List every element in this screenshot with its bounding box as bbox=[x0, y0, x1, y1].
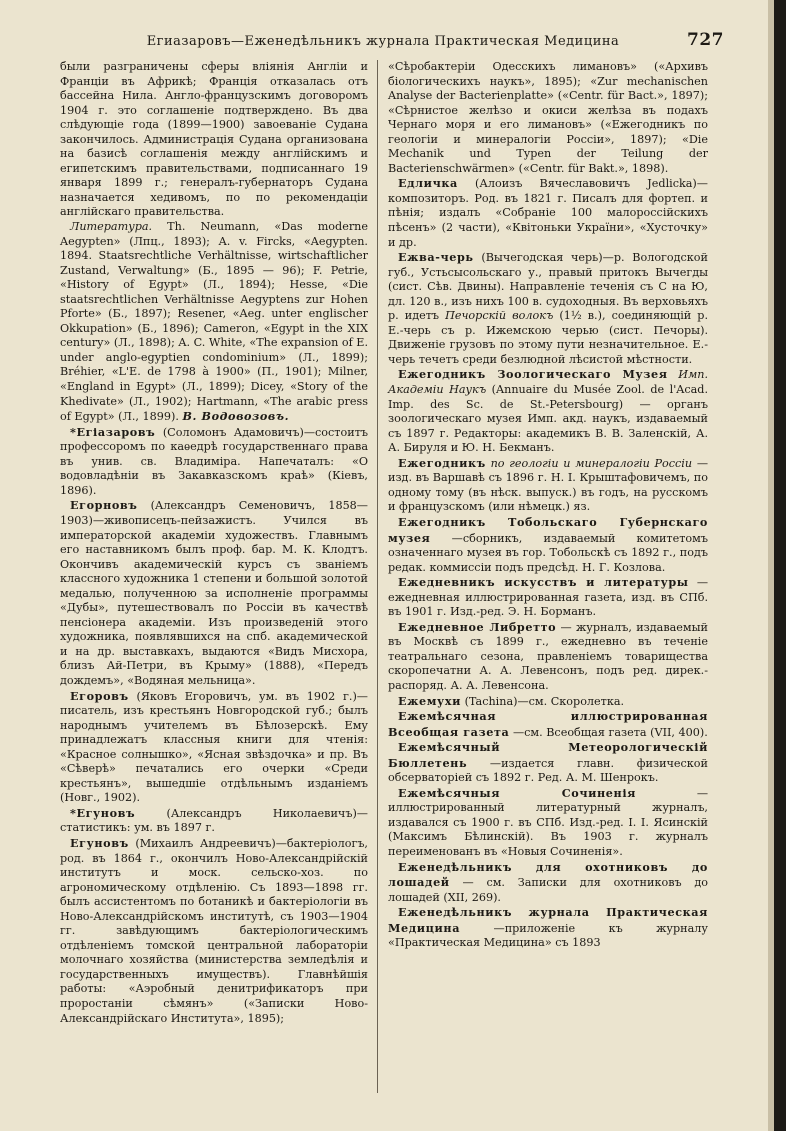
entry-text: Th. Neumann, «Das moderne Aegypten» (Лпц., 1893); A. v. Fircks, «Aegypten. 1894. Staatsrechtliche Verhältnisse, wirtschaftlicher Zustand, Verwaltung» (Б., 1895 — 96); F. Petrie, «History of Egypt» (Л., 1894); Hesse, «Die staatsrechtlichen Verhältnisse Aegyptens zur Hohen Pforte» (Б., 1897); Resener, «Aeg. unter englischer Okkupation» (Б., 1896); Cameron, «Egypt in the XIX century» (Л., 1898); A. C. White, «The expansion of E. under anglo-egyptien condominium» (Л., 1899); Bréhier, «L'E. de 1798 à 1900» (П., 1901); Milner, «England in Egypt» (Л., 1899); Dicey, «Story of the Khedivate» (Л., 1902); Hartmann, «The arabic press of Egypt» (Л., 1899). bbox=[60, 220, 368, 424]
entry-headword: Едличка bbox=[398, 176, 458, 191]
running-header bbox=[58, 30, 724, 56]
entry-text: —приложеніе къ журналу «Практическая Медицина» съ 1893 bbox=[388, 921, 708, 950]
entry-italic-title: Имп. Академіи Наукъ bbox=[388, 368, 708, 397]
entry-text: — журналъ, издаваемый въ Москвѣ съ 1899 г., ежедневно въ теченіе театральнаго сезона, правленіемъ товарищества скоропечатни А. А. Левенсонъ, подъ ред. дирек.-распоряд. А. А. Левенсона. bbox=[388, 620, 708, 692]
article-entry bbox=[388, 709, 708, 740]
entry-text: «Сѣробактеріи Одесскихъ лимановъ» («Архивъ біологическихъ наукъ», 1895); «Zur mechanischen Analyse der Bacterienplatte» («Centr. für Bact.», 1897); «Сѣрнистое желѣзо и окиси желѣза въ подахъ Чернаго моря и его лимановъ» («Ежегодникъ по геологіи и минералогіи Россіи», 1897); «Die Mechanik und Typen der Teilung der Bacterienschwärmen» («Centr. für Bakt.», 1898). bbox=[388, 60, 708, 175]
entry-headword: Ежемухи bbox=[398, 693, 461, 708]
entry-headword: Егуновъ bbox=[70, 835, 129, 850]
entry-text-continued: (1½ в.), соединяющій р. Е.-черь съ р. Ижемскою черью (сист. Печоры). Движеніе грузовъ по этому пути незначительное. Е.-черь течетъ среди безлюдной лѣсистой мѣстности. bbox=[388, 309, 708, 366]
entry-text: (Александръ Николаевичъ)—статистикъ: ум. въ 1897 г. bbox=[60, 806, 368, 835]
entry-text: (Соломонъ Адамовичъ)—состоитъ профессоромъ по каѳедрѣ государственнаго права въ унив. св. Владиміра. Напечаталъ: «О водовладѣніи въ Закавказскомъ краѣ» (Кіевъ, 1896). bbox=[60, 425, 368, 497]
entry-text: (Яковъ Егоровичъ, ум. въ 1902 г.)—писатель, изъ крестьянъ Новгородской губ.; былъ народнымъ учителемъ въ Бѣлозерскѣ. Ему принадлежатъ классныя книги для чтенія: «Красное солнышко», «Ясная звѣздочка» и пр. Въ «Сѣверѣ» печатались его очерки «Среди крестьянъ», вышедшіе отдѣльнымъ изданіемъ (Новг., 1902). bbox=[60, 689, 368, 805]
entry-headword: Ежегодникъ Тобольскаго Губернскаго музея bbox=[388, 514, 708, 545]
article-entry bbox=[60, 806, 368, 836]
article-entry bbox=[388, 176, 708, 250]
entry-headword: Ежедневное Либретто bbox=[398, 619, 557, 634]
entry-text: —издается главн. физической обсерваторіей съ 1892 г. Ред. А. М. Шенрокъ. bbox=[388, 756, 708, 785]
entry-headword: Ежегодникъ Зоологическаго Музея bbox=[398, 367, 668, 382]
article-entry bbox=[388, 905, 708, 951]
entry-text: —иллюстрированный литературный журналъ, издавался съ 1900 г. въ СПб. Изд.-ред. І. І. Ясинскій (Максимъ Бѣлинскій). Въ 1903 г. журналъ переименованъ въ «Новыя Сочиненія». bbox=[388, 786, 708, 858]
right-column bbox=[388, 60, 708, 951]
entry-headword: Еженедѣльникъ журнала Практическая Медицина bbox=[388, 905, 708, 935]
left-column bbox=[60, 60, 368, 1026]
entry-text: (Алоизъ Вячеславовичъ Jedlicka)—композиторъ. Род. въ 1821 г. Писалъ для фортеп. и пѣнія; издалъ «Собраніе 100 малороссійскихъ пѣсенъ» (2 части), «Квітоньки України», «Хусточку» и др. bbox=[388, 177, 708, 249]
article-entry bbox=[388, 60, 708, 176]
entry-text: — см. Записки для охотниковъ до лошадей (XII, 269). bbox=[388, 876, 709, 904]
article-entry bbox=[60, 836, 368, 1026]
article-entry bbox=[388, 250, 708, 367]
scan-border bbox=[774, 0, 786, 1131]
entry-headword: *Егіазаровъ bbox=[70, 424, 156, 439]
article-entry bbox=[60, 689, 368, 806]
article-entry bbox=[388, 515, 708, 575]
entry-italic-label: Литература. bbox=[70, 220, 153, 234]
running-title: Егиазаровъ—Еженедѣльникъ журнала Практическая Медицина bbox=[146, 34, 620, 49]
article-entry bbox=[388, 860, 708, 906]
article-entry bbox=[388, 786, 708, 860]
entry-headword: Егорновъ bbox=[70, 498, 138, 513]
article-entry bbox=[388, 456, 708, 515]
article-entry bbox=[60, 220, 368, 425]
article-entry bbox=[388, 575, 708, 620]
entry-headword: Ежедневникъ искусствъ и литературы bbox=[398, 575, 689, 590]
entry-text: — ежедневная иллюстрированная газета, изд. въ СПб. въ 1901 г. Изд.-ред. Э. Н. Борманъ. bbox=[388, 576, 708, 619]
entry-headword: Ежва-черь bbox=[398, 250, 474, 265]
entry-text: были разграничены сферы вліянія Англіи и Франціи въ Африкѣ; Франція отказалась отъ бассейна Нила. Англо-французскимъ договоромъ 1904 г. это соглашеніе подтверждено. Въ два слѣдующіе года (1899—1900) завоеваніе Судана закончилось. Администрація Судана организована на базисѣ соглашенія между англійскимъ и египетскимъ правительствами, подписаннаго 19 января 1899 г.; генералъ-губернаторъ Судана назначается хедивомъ, по по рекомендаціи англійскаго правительства. bbox=[60, 60, 368, 219]
entry-headword: Ежегодникъ bbox=[398, 455, 486, 470]
entry-text: —см. Всеобщая газета (VII, 400). bbox=[512, 725, 708, 739]
entry-author-signature: В. Водовозовъ. bbox=[182, 409, 290, 424]
column-divider bbox=[377, 60, 378, 1093]
entry-headword: Еженедѣльникъ для охотниковъ до лошадей bbox=[388, 859, 708, 890]
entry-text: (Tachina)—см. Скоролетка. bbox=[464, 694, 625, 708]
article-entry bbox=[388, 620, 708, 694]
entry-headword: Ежемѣсячныя Сочиненія bbox=[398, 785, 637, 800]
entry-headword: Ежемѣсячный Метеорологическій Бюллетень bbox=[388, 740, 708, 770]
entry-text: (Михаилъ Андреевичъ)—бактеріологъ, род. въ 1864 г., окончилъ Ново-Александрійскій институтъ и моск. сельско-хоз. по агрономическому отдѣленію. Съ 1893—1898 гг. былъ ассистентомъ по ботаникѣ и бактеріологіи въ Ново-Александрійскомъ институтѣ, съ 1903—1904 гг. завѣдующимъ бактеріологическимъ отдѣленіемъ томской центральной лабораторіи молочнаго хозяйства (министерства земледѣлія и государственныхъ имуществъ). Главнѣйшія работы: «Аэробный денитрификаторъ при проростаніи сѣмянъ» («Записки Ново-Александрійскаго Института», 1895); bbox=[60, 836, 368, 1025]
page-number: 727 bbox=[687, 30, 724, 50]
entry-text: —сборникъ, издаваемый комитетомъ означеннаго музея въ гор. Тобольскѣ съ 1892 г., подъ редак. коммиссіи подъ предсѣд. Н. Г. Козлова. bbox=[388, 531, 708, 574]
entry-headword: Егоровъ bbox=[70, 688, 129, 703]
entry-headword: Ежемѣсячная иллюстрированная Всеобщая газета bbox=[388, 709, 708, 739]
entry-text: —изд. въ Варшавѣ съ 1896 г. Н. І. Крыштафовичемъ, по одному тому (въ нѣск. выпуск.) въ годъ, на русскомъ и французскомъ (или нѣмецк.) яз. bbox=[388, 456, 708, 514]
article-entry bbox=[60, 60, 368, 220]
article-entry bbox=[388, 694, 708, 710]
entry-text: (Александръ Семеновичъ, 1858—1903)—живописецъ-пейзажистъ. Учился въ императорской академіи художествъ. Главнымъ его наставникомъ былъ проф. бар. М. К. Клодтъ. Окончивъ академическій курсъ съ званіемъ классного художника 1 степени и большой золотой медалью, полученною за исполненіе программы «Дубы», путешествовалъ по Россіи въ качествѣ пенсіонера академіи. Изъ произведеній этого художника, появлявшихся на спб. академической и на др. выставкахъ, выдаются «Видъ Мисхора, близъ Ай-Петри, въ Крыму» (1888), «Передъ дождемъ», «Водяная мельница». bbox=[60, 499, 368, 687]
article-entry bbox=[60, 498, 368, 688]
article-entry bbox=[388, 740, 708, 786]
entry-text: (Вычегодская черь)—р. Вологодской губ., Устьсысольскаго у., правый притокъ Вычегды (сист. Сѣв. Двины). Направленіе теченія съ С на Ю, дл. 120 в., изъ нихъ 100 в. судоходныя. Въ верховьяхъ р. идетъ bbox=[388, 251, 708, 323]
entry-italic-title: по геологіи и минералогіи Россіи bbox=[490, 456, 693, 470]
article-entry bbox=[388, 367, 708, 455]
article-entry bbox=[60, 425, 368, 499]
entry-headword: *Егуновъ bbox=[70, 805, 136, 820]
entry-text: (Annuaire du Musée Zool. de l'Acad. Imp. des Sc. de St.-Petersbourg) — органъ зоологическаго музея Имп. акд. наукъ, издаваемый съ 1897 г. Редакторы: академикъ В. В. Заленскій, А. А. Бируля и Ю. Н. Бекманъ. bbox=[388, 383, 709, 455]
entry-italic-term: Печорскій волокъ bbox=[445, 309, 554, 323]
